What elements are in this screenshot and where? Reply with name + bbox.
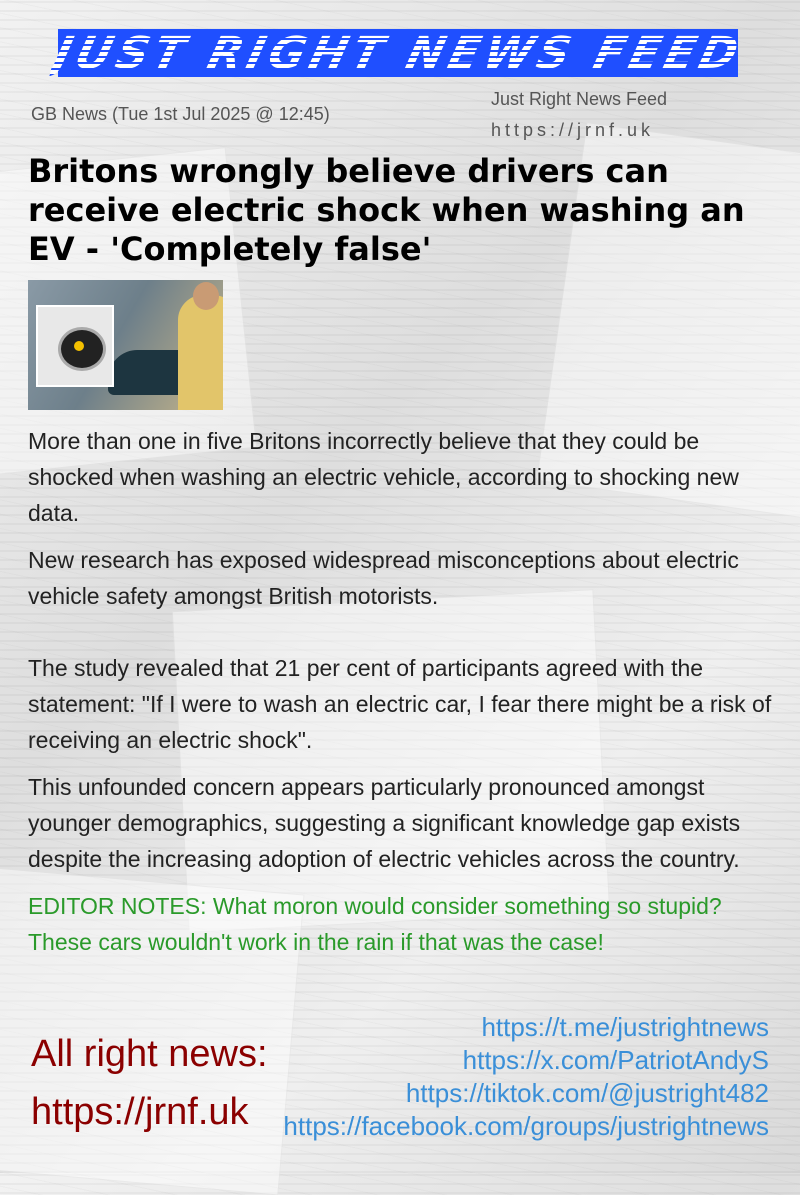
photo-person [178,295,223,410]
site-name: Just Right News Feed [491,89,668,109]
tiktok-link[interactable]: https://tiktok.com/@justright482 [405,1078,769,1108]
article-paragraph: This unfounded concern appears particularly pronounced amongst younger demographics, suggesting a significant knowledge gap exists despite the increasing adoption of electric vehicles across the country. [28,774,741,872]
editor-note: EDITOR NOTES: What moron would consider something so stupid? These cars wouldn't work in the rain if that was the case! [28,893,722,955]
footer-home-link[interactable]: https://jrnf.uk [31,1091,249,1133]
article-paragraph: More than one in five Britons incorrectly believe that they could be shocked when washing an electric vehicle, according to shocking new data. [28,428,739,526]
site-url[interactable]: https://jrnf.uk [491,120,655,140]
footer-tagline: All right news: [31,1033,268,1075]
photo-person-head [193,282,219,310]
photo-inset-charger [36,305,114,387]
article-paragraph: The study revealed that 21 per cent of participants agreed with the statement: "If I were to wash an electric car, I fear there might be a risk of receiving an electric shock". [28,655,772,753]
lightning-icon [74,341,84,351]
facebook-link[interactable]: https://facebook.com/groups/justrightnews [283,1111,769,1141]
article-headline: Britons wrongly believe drivers can receive electric shock when washing an EV - 'Completely false' [28,152,745,268]
article-paragraph: New research has exposed widespread misconceptions about electric vehicle safety amongst British motorists. [28,547,739,609]
telegram-link[interactable]: https://t.me/justrightnews [481,1012,769,1042]
footer-tagline-block [31,1025,268,1141]
site-banner[interactable] [48,27,748,79]
article-body [28,423,778,971]
source-line: GB News (Tue 1st Jul 2025 @ 12:45) [31,104,330,124]
social-links [283,1011,769,1143]
x-link[interactable]: https://x.com/PatriotAndyS [462,1045,769,1075]
banner-title: JUST RIGHT NEWS FEED [48,27,748,79]
article-photo [28,280,223,410]
